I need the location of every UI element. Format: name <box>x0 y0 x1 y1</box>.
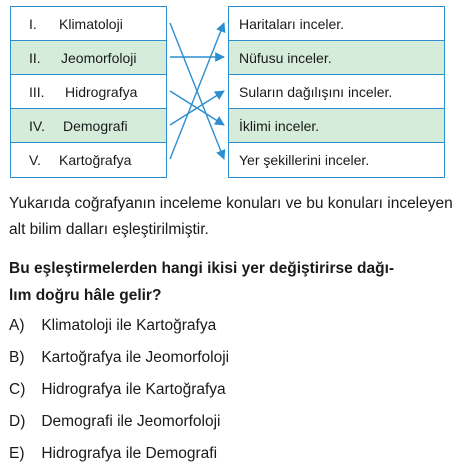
intro-paragraph: Yukarıda coğrafyanın inceleme konuları ve bu konuları inceleyen alt bilim dalları eşleştirilmiştir. <box>9 195 453 238</box>
left-row-3 <box>11 75 166 109</box>
option-text: Hidrografya ile Demografi <box>41 445 218 462</box>
left-row-2 <box>11 41 166 75</box>
match-arrow-1 <box>170 23 224 159</box>
answer-options <box>9 313 229 473</box>
question-line-2: lım doğru hâle gelir? <box>9 287 162 304</box>
left-row-4 <box>11 109 166 143</box>
left-row-1 <box>11 7 166 41</box>
row-numeral: III. <box>29 83 45 100</box>
option-text: Kartoğrafya ile Jeomorfoloji <box>41 349 230 366</box>
row-numeral: IV. <box>29 117 45 134</box>
question-line-1: Bu eşleştirmelerden hangi ikisi yer değiştirirse dağı- <box>9 260 395 277</box>
right-row-1 <box>229 7 444 41</box>
left-row-5 <box>11 143 166 177</box>
match-arrow-5 <box>170 23 224 159</box>
row-label: Hidrografya <box>65 83 138 100</box>
option-b[interactable] <box>9 345 229 377</box>
row-label: Suların dağılışını inceler. <box>239 83 393 100</box>
row-label: Nüfusu inceler. <box>239 49 332 66</box>
row-numeral: I. <box>29 15 37 32</box>
right-row-2 <box>229 41 444 75</box>
option-text: Hidrografya ile Kartoğrafya <box>41 381 226 398</box>
right-row-5 <box>229 143 444 177</box>
row-label: Haritaları inceler. <box>239 15 345 32</box>
option-e[interactable] <box>9 441 229 473</box>
option-text: Demografi ile Jeomorfoloji <box>41 413 221 430</box>
row-label: İklimi inceler. <box>239 117 320 134</box>
row-numeral: II. <box>29 49 41 66</box>
option-a[interactable] <box>9 313 229 345</box>
option-letter: B) <box>9 349 25 366</box>
right-row-3 <box>229 75 444 109</box>
row-label: Yer şekillerini inceler. <box>239 152 370 168</box>
option-letter: C) <box>9 381 26 398</box>
right-row-4 <box>229 109 444 143</box>
row-label: Demografi <box>63 117 128 134</box>
question-text <box>9 255 454 309</box>
option-letter: E) <box>9 445 25 462</box>
row-label: Jeomorfoloji <box>61 49 137 66</box>
option-c[interactable] <box>9 377 229 409</box>
option-text: Klimatoloji ile Kartoğrafya <box>41 317 217 334</box>
row-label: Kartoğrafya <box>59 152 132 168</box>
row-numeral: V. <box>29 152 41 168</box>
option-d[interactable] <box>9 409 229 441</box>
match-arrow-3 <box>170 91 224 125</box>
subdiscipline-table <box>10 6 167 178</box>
match-arrow-4 <box>170 91 224 125</box>
row-label: Klimatoloji <box>59 15 123 32</box>
option-letter: A) <box>9 317 25 334</box>
topic-table <box>228 6 445 178</box>
option-letter: D) <box>9 413 26 430</box>
